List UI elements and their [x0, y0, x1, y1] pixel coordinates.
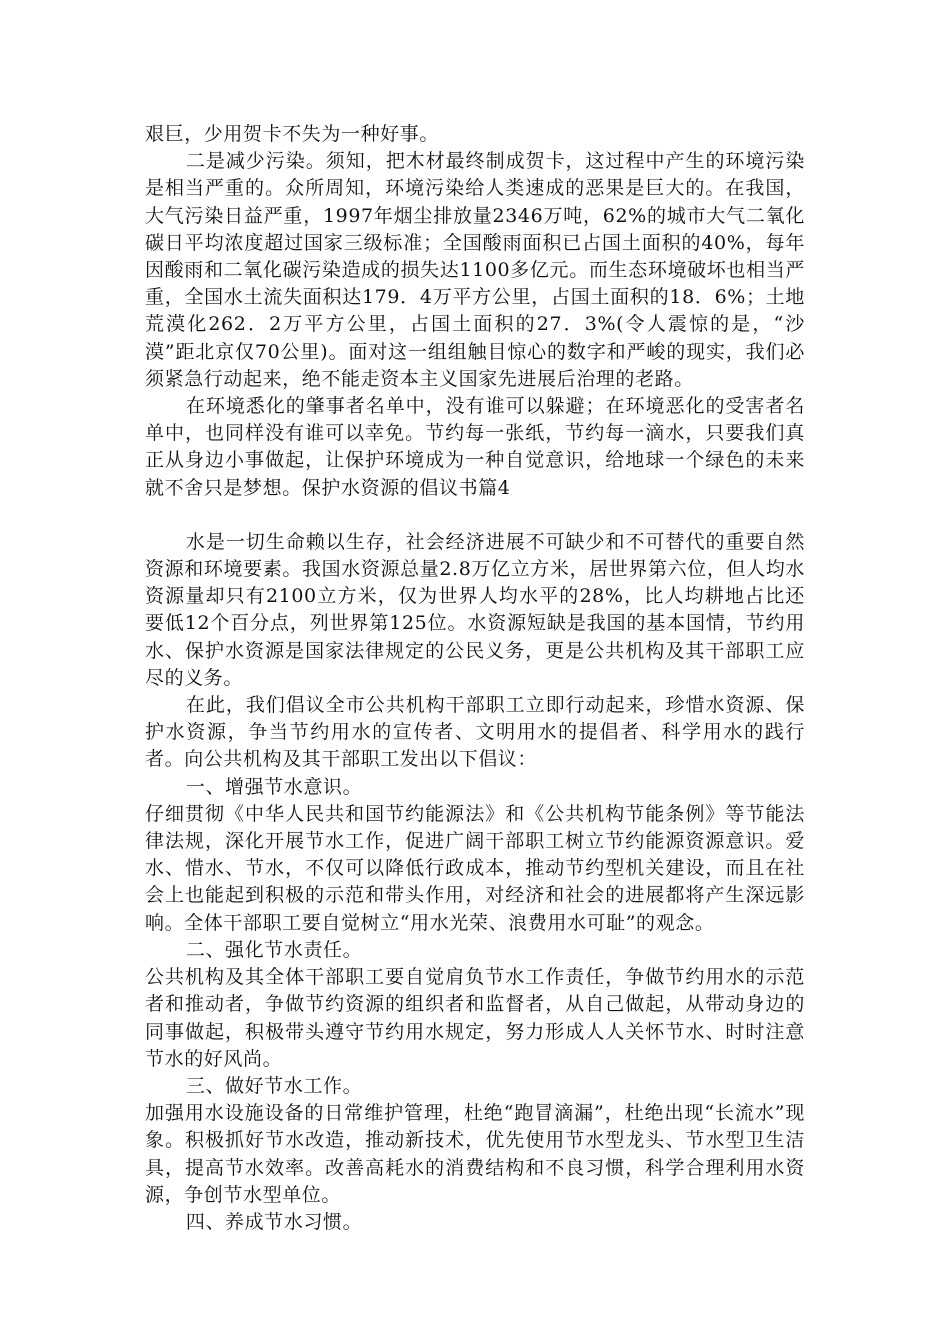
- heading-item-1: 一、增强节水意识。: [185, 775, 363, 798]
- heading-item-2: 二、强化节水责任。: [185, 938, 363, 961]
- section-gap: [145, 502, 805, 529]
- paragraph-item-2: 公共机构及其全体干部职工要自觉肩负节水工作责任，争做节约用水的示范者和推动者，争做节约资源的组织者和监督者，从自己做起，从带动身边的同事做起，积极带头遵守节约用水规定，努力形成人人关怀节水、时时注意节水的好风尚。: [145, 966, 805, 1070]
- paragraph-initiative: 在此，我们倡议全市公共机构干部职工立即行动起来，珍惜水资源、保护水资源，争当节约用水的宣传者、文明用水的提倡者、科学用水的践行者。向公共机构及其干部职工发出以下倡议：: [145, 694, 805, 771]
- paragraph-continuation: 艰巨，少用贺卡不失为一种好事。: [145, 123, 440, 145]
- paragraph-water-intro: 水是一切生命赖以生存，社会经济进展不可缺少和不可替代的重要自然资源和环境要素。我国水资源总量2.8万亿立方米，居世界第六位，但人均水资源量却只有2100立方米，仅为世界人均水平的28%，比人均耕地占比还要低12个百分点，列世界第125位。水资源短缺是我国的基本国情，节约用水、保护水资源是国家法律规定的公民义务，更是公共机构及其干部职工应尽的义务。: [145, 530, 805, 689]
- paragraph-environment-conclusion: 在环境悉化的肇事者名单中，没有谁可以躲避；在环境恶化的受害者名单中，也同样没有谁可以幸免。节约每一张纸，节约每一滴水，只要我们真正从身边小事做起，让保护环境成为一种自觉意识，给地球一个绿色的未来就不舍只是梦想。保护水资源的倡议书篇4: [145, 395, 805, 499]
- paragraph-item-1: 仔细贯彻《中华人民共和国节约能源法》和《公共机构节能条例》等节能法律法规，深化开展节水工作，促进广阔干部职工树立节约能源资源意识。爱水、惜水、节水，不仅可以降低行政成本，推动节约型机关建设，而且在社会上也能起到积极的示范和带头作用，对经济和社会的进展都将产生深远影响。全体干部职工要自觉树立“用水光荣、浪费用水可耻”的观念。: [145, 802, 805, 934]
- paragraph-reduce-pollution: 二是减少污染。须知，把木材最终制成贺卡，这过程中产生的环境污染是相当严重的。众所周知，环境污染给人类速成的恶果是巨大的。在我国，大气污染日益严重，1997年烟尘排放量2346万吨，62%的城市大气二氧化碳日平均浓度超过国家三级标准；全国酸雨面积已占国土面积的40%，每年因酸雨和二氧化碳污染造成的损失达1100多亿元。而生态环境破坏也相当严重，全国水土流失面积达179．4万平方公里，占国土面积的18．6%；土地荒漠化262．2万平方公里，占国土面积的27．3%(令人震惊的是，“沙漠”距北京仅70公里)。面对这一组组触目惊心的数字和严峻的现实，我们必须紧急行动起来，绝不能走资本主义国家先进展后治理的老路。: [145, 150, 805, 390]
- paragraph-item-3: 加强用水设施设备的日常维护管理，杜绝“跑冒滴漏”，杜绝出现“长流水”现象。积极抓好节水改造，推动新技术，优先使用节水型龙头、节水型卫生洁具，提高节水效率。改善高耗水的消费结构和不良习惯，科学合理利用水资源，争创节水型单位。: [145, 1102, 805, 1206]
- heading-item-4: 四、养成节水习惯。: [185, 1210, 363, 1233]
- document-page: [145, 121, 805, 1236]
- heading-item-3: 三、做好节水工作。: [185, 1074, 363, 1097]
